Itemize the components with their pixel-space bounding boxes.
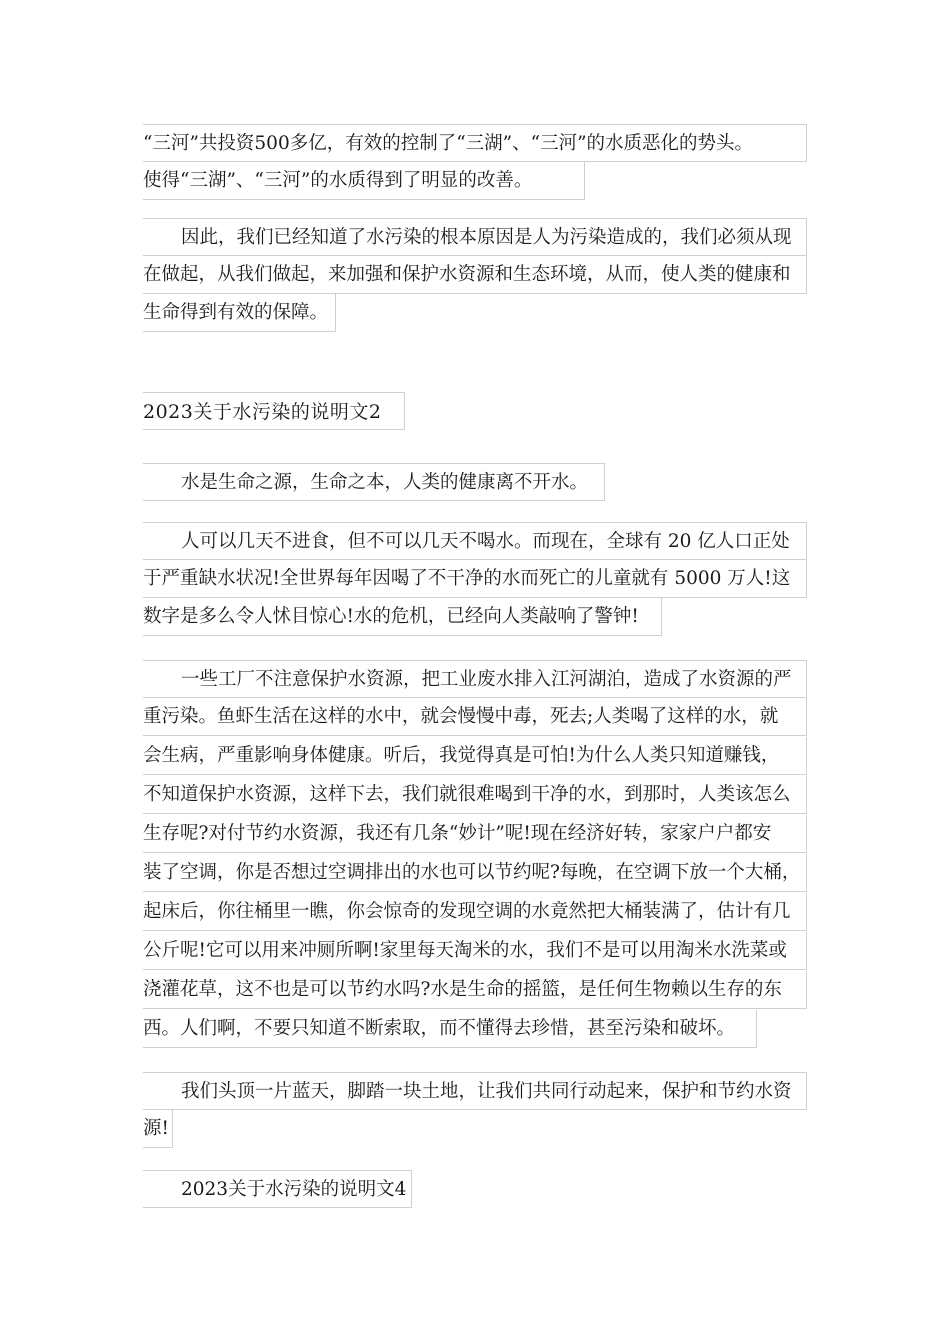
text-line: 数字是多么令人怵目惊心!水的危机，已经向人类敲响了警钟! <box>143 598 662 636</box>
text-line: 因此，我们已经知道了水污染的根本原因是人为污染造成的，我们必须从现 <box>143 218 807 256</box>
text-line: 生存呢?对付节约水资源，我还有几条“妙计”呢!现在经济好转，家家户户都安 <box>143 815 807 853</box>
section-heading: 2023关于水污染的说明文2 <box>143 392 405 430</box>
text-line: 水是生命之源，生命之本，人类的健康离不开水。 <box>143 463 605 501</box>
text-line: 生命得到有效的保障。 <box>143 294 336 332</box>
text-line: 在做起，从我们做起，来加强和保护水资源和生态环境，从而，使人类的健康和 <box>143 256 807 294</box>
text-line: 2023关于水污染的说明文4 <box>143 1170 412 1208</box>
text-line: 我们头顶一片蓝天，脚踏一块土地，让我们共同行动起来，保护和节约水资 <box>143 1072 807 1110</box>
text-line: “三河”共投资500多亿，有效的控制了“三湖”、“三河”的水质恶化的势头。 <box>143 124 807 162</box>
text-line: 人可以几天不进食，但不可以几天不喝水。而现在，全球有 20 亿人口正处 <box>143 522 807 560</box>
text-line: 一些工厂不注意保护水资源，把工业废水排入江河湖泊，造成了水资源的严 <box>143 660 807 698</box>
text-line: 浇灌花草，这不也是可以节约水吗?水是生命的摇篮，是任何生物赖以生存的东 <box>143 971 807 1009</box>
text-line: 会生病，严重影响身体健康。听后，我觉得真是可怕!为什么人类只知道赚钱， <box>143 737 807 775</box>
text-line: 源! <box>143 1110 173 1148</box>
text-line: 起床后，你往桶里一瞧，你会惊奇的发现空调的水竟然把大桶装满了，估计有几 <box>143 893 807 931</box>
text-line: 公斤呢!它可以用来冲厕所啊!家里每天淘米的水，我们不是可以用淘米水洗菜或 <box>143 932 807 970</box>
text-line: 西。人们啊，不要只知道不断索取，而不懂得去珍惜，甚至污染和破坏。 <box>143 1010 757 1048</box>
text-line: 重污染。鱼虾生活在这样的水中，就会慢慢中毒，死去;人类喝了这样的水，就 <box>143 698 807 736</box>
text-line: 于严重缺水状况!全世界每年因喝了不干净的水而死亡的儿童就有 5000 万人!这 <box>143 560 807 598</box>
text-line: 使得“三湖”、“三河”的水质得到了明显的改善。 <box>143 162 585 200</box>
text-line: 不知道保护水资源，这样下去，我们就很难喝到干净的水，到那时，人类该怎么 <box>143 776 807 814</box>
text-line: 装了空调，你是否想过空调排出的水也可以节约呢?每晚，在空调下放一个大桶， <box>143 854 807 892</box>
